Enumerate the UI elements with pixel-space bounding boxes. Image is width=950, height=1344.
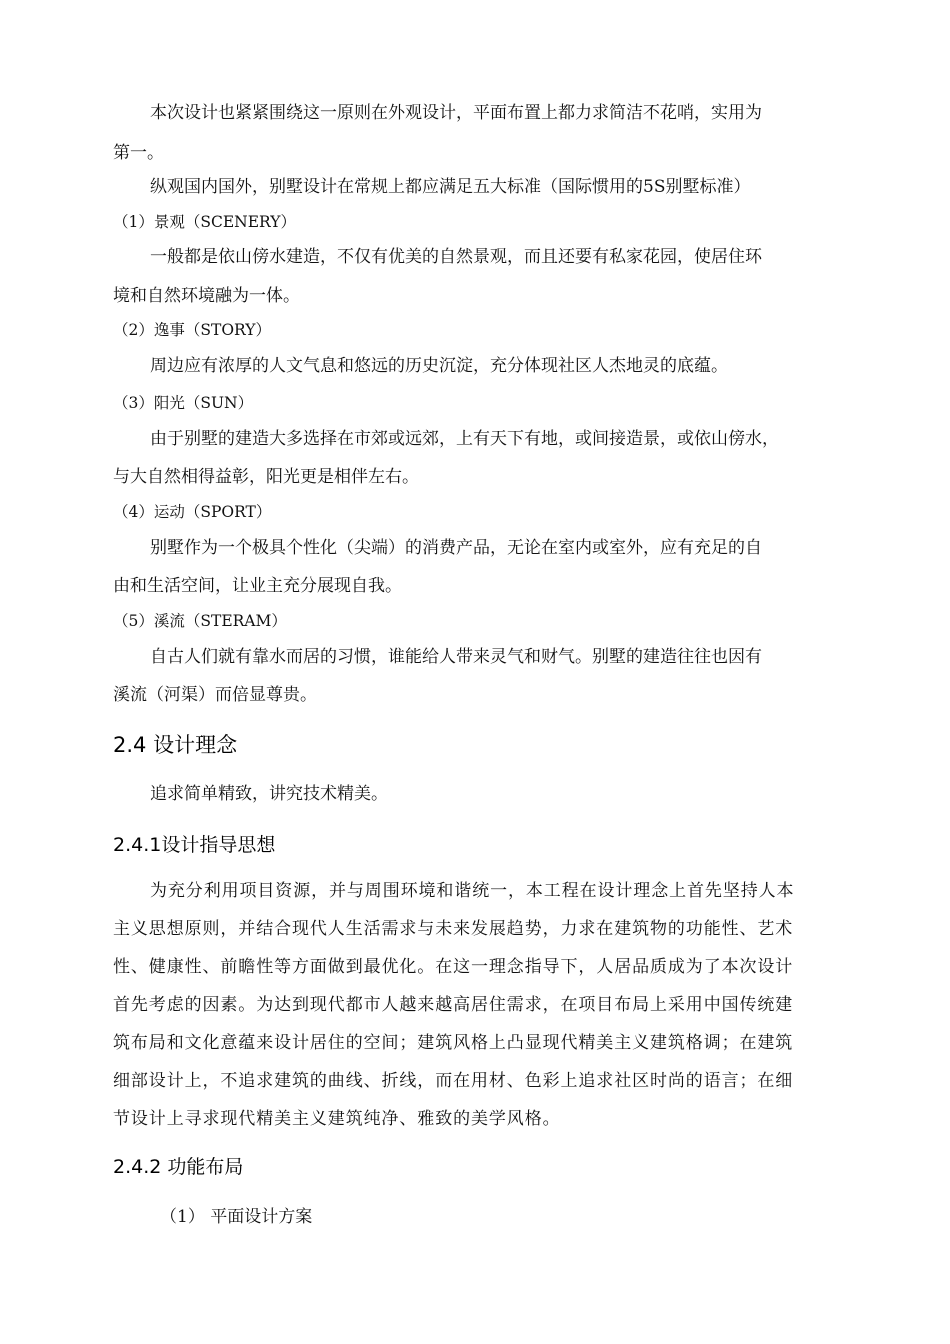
paragraph-line: 主义思想原则，并结合现代人生活需求与未来发展趋势，力求在建筑物的功能性、艺术: [113, 919, 794, 939]
paragraph-line: 与大自然相得益彰，阳光更是相伴左右。: [113, 467, 419, 487]
paragraph-line: 一般都是依山傍水建造，不仅有优美的自然景观，而且还要有私家花园，使居住环: [150, 247, 762, 267]
paragraph-line: 周边应有浓厚的人文气息和悠远的历史沉淀，充分体现社区人杰地灵的底蕴。: [150, 356, 728, 376]
paragraph-line: 由于别墅的建造大多选择在市郊或远郊，上有天下有地，或间接造景，或依山傍水，: [150, 429, 779, 449]
paragraph-line: 境和自然环境融为一体。: [113, 286, 300, 306]
section-heading: 2.4 设计理念: [113, 733, 238, 757]
paragraph-line: 首先考虑的因素。为达到现代都市人越来越高居住需求，在项目布局上采用中国传统建: [113, 995, 794, 1015]
list-item-title: （2）逸事（STORY）: [113, 321, 271, 339]
paragraph-line: 节设计上寻求现代精美主义建筑纯净、雅致的美学风格。: [113, 1109, 561, 1129]
list-item-title: （1）景观（SCENERY）: [113, 213, 296, 231]
paragraph-line: 细部设计上，不追求建筑的曲线、折线，而在用材、色彩上追求社区时尚的语言；在细: [113, 1071, 794, 1091]
list-item-title: （5）溪流（STERAM）: [113, 612, 287, 630]
paragraph-line: 性、健康性、前瞻性等方面做到最优化。在这一理念指导下，人居品质成为了本次设计: [113, 957, 794, 977]
paragraph-line: 本次设计也紧紧围绕这一原则在外观设计，平面布置上都力求简洁不花哨，实用为: [150, 103, 762, 123]
paragraph-line: 追求简单精致，讲究技术精美。: [150, 784, 388, 804]
list-item-title: （1） 平面设计方案: [160, 1207, 313, 1227]
paragraph-line: 自古人们就有靠水而居的习惯，谁能给人带来灵气和财气。别墅的建造往往也因有: [150, 647, 762, 667]
paragraph-line: 为充分利用项目资源，并与周围环境和谐统一，本工程在设计理念上首先坚持人本: [150, 881, 795, 901]
paragraph-line: 第一。: [113, 143, 164, 163]
list-item-title: （4）运动（SPORT）: [113, 503, 272, 521]
paragraph-line: 别墅作为一个极具个性化（尖端）的消费产品，无论在室内或室外，应有充足的自: [150, 538, 762, 558]
list-item-title: （3）阳光（SUN）: [113, 394, 254, 412]
paragraph-line: 溪流（河渠）而倍显尊贵。: [113, 685, 317, 705]
paragraph-line: 纵观国内国外，别墅设计在常规上都应满足五大标准（国际惯用的5S别墅标准）: [150, 177, 751, 197]
paragraph-line: 由和生活空间，让业主充分展现自我。: [113, 576, 402, 596]
paragraph-line: 筑布局和文化意蕴来设计居住的空间；建筑风格上凸显现代精美主义建筑格调；在建筑: [113, 1033, 794, 1053]
subsection-heading: 2.4.2 功能布局: [113, 1156, 244, 1178]
subsection-heading: 2.4.1设计指导思想: [113, 834, 276, 856]
